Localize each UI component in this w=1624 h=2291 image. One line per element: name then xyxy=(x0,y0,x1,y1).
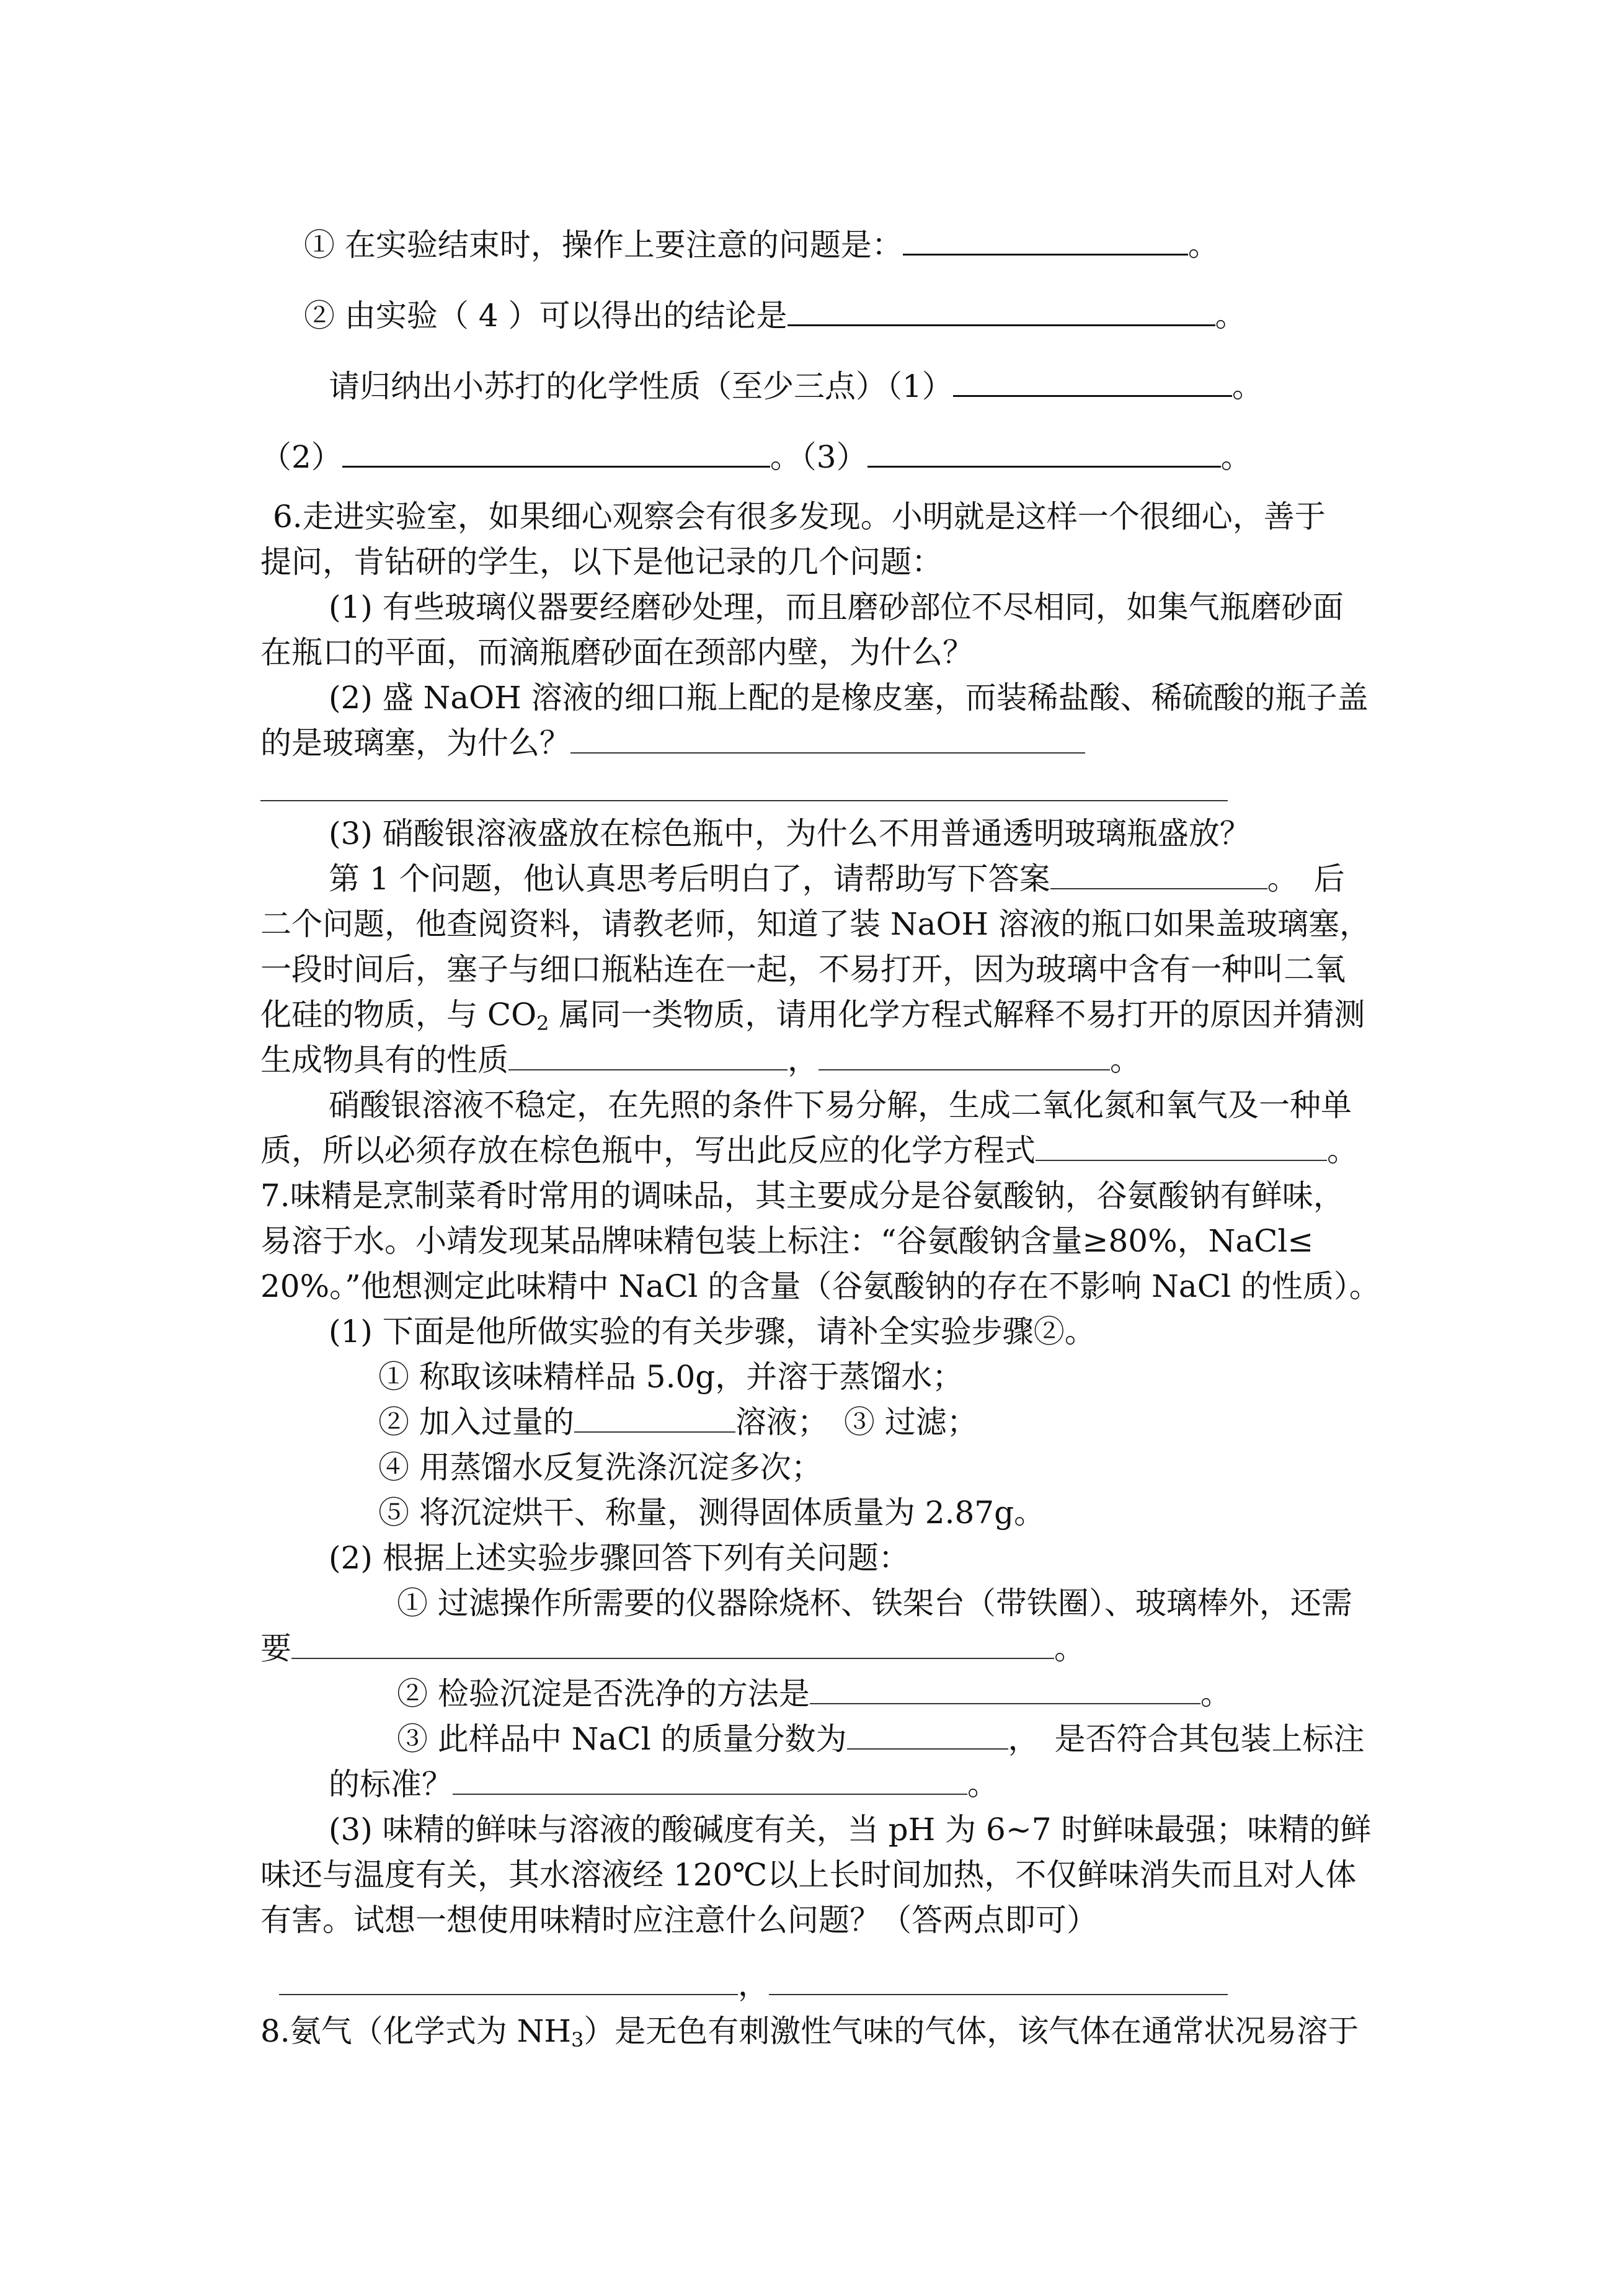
q7-part2-q1-line2: 要 。 xyxy=(260,1630,1085,1666)
q7-part3-line2: 味还与温度有关，其水溶液经 120℃以上长时间加热，不仅鲜味消失而且对人体 xyxy=(260,1857,1357,1893)
q5-sub2: ② 由实验（ 4 ）可以得出的结论是 。 xyxy=(304,298,1246,334)
answer-blank[interactable] xyxy=(570,725,1085,754)
q6-answer3-line1: 硝酸银溶液不稳定，在先照的条件下易分解，生成二氧化氮和氧气及一种单 xyxy=(329,1087,1352,1123)
q8-intro: 8.氨气（化学式为 $NH_3$）是无色有刺激性气味的气体，该气体在通常状况易溶于 xyxy=(260,2013,1359,2052)
answer-blank[interactable] xyxy=(279,1967,738,1995)
answer-blank[interactable] xyxy=(810,1676,1200,1704)
q6-answer2-line4: 生成物具有的性质 ， 。 xyxy=(260,1042,1141,1078)
answer-blank[interactable] xyxy=(291,1630,1054,1659)
q7-step5: ⑤ 将沉淀烘干、称量，测得固体质量为 2.87g。 xyxy=(378,1495,1045,1531)
q7-part2-q2: ② 检验沉淀是否洗净的方法是 。 xyxy=(397,1676,1231,1712)
q6-intro-line1: 6.走进实验室，如果细心观察会有很多发现。小明就是这样一个很细心，善于 xyxy=(273,499,1326,535)
q7-part3-line1: (3) 味精的鲜味与溶液的酸碱度有关，当 pH 为 6~7 时鲜味最强；味精的鲜 xyxy=(329,1812,1372,1848)
q7-step1: ① 称取该味精样品 5.0g，并溶于蒸馏水； xyxy=(378,1359,964,1395)
q7-part2-q3-line2: 的标准？ 。 xyxy=(329,1766,998,1802)
answer-blank[interactable] xyxy=(847,1721,1008,1750)
q5-parts: （2） 。（3） 。 xyxy=(260,439,1252,475)
q7-part2-q3-line1: ③ 此样品中 NaCl 的质量分数为 ， 是否符合其包装上标注 xyxy=(397,1721,1365,1757)
answer-blank[interactable] xyxy=(1050,861,1267,889)
answer-line[interactable] xyxy=(260,800,1228,801)
q7-step2: ② 加入过量的 溶液； ③ 过滤； xyxy=(378,1404,978,1440)
q5-summary: 请归纳出小苏打的化学性质（至少三点）（1） 。 xyxy=(329,368,1263,404)
q5-sub1-text: ① 在实验结束时，操作上要注意的问题是： xyxy=(304,227,903,263)
q7-intro-line2: 易溶于水。小靖发现某品牌味精包装上标注：“谷氨酸钠含量≥80%，NaCl≤ xyxy=(260,1223,1314,1259)
answer-blank[interactable] xyxy=(769,1967,1228,1995)
q6-question2-line1: (2) 盛 NaOH 溶液的细口瓶上配的是橡皮塞，而装稀盐酸、稀硫酸的瓶子盖 xyxy=(329,680,1369,716)
q7-part2-q1-line1: ① 过滤操作所需要的仪器除烧杯、铁架台（带铁圈）、玻璃棒外，还需 xyxy=(397,1585,1352,1621)
q7-step4: ④ 用蒸馏水反复洗涤沉淀多次； xyxy=(378,1449,822,1485)
q7-part3-line3: 有害。试想一想使用味精时应注意什么问题？（答两点即可） xyxy=(260,1902,1098,1938)
q6-answer3-line2: 质，所以必须存放在棕色瓶中，写出此反应的化学方程式 。 xyxy=(260,1132,1358,1168)
q5-sub2-text: ② 由实验（ 4 ）可以得出的结论是 xyxy=(304,298,788,334)
q6-question2-line2: 的是玻璃塞，为什么？ xyxy=(260,723,1085,763)
q6-question1-line1: (1) 有些玻璃仪器要经磨砂处理，而且磨砂部位不尽相同，如集气瓶磨砂面 xyxy=(329,589,1344,625)
answer-blank[interactable] xyxy=(819,1042,1110,1070)
answer-blank[interactable] xyxy=(903,226,1188,256)
q7-part3-answers: ， xyxy=(279,1964,1228,2005)
q6-question1-line2: 在瓶口的平面，而滴瓶磨砂面在颈部内壁，为什么？ xyxy=(260,634,974,670)
q6-answer2-line1: 二个问题，他查阅资料，请教老师，知道了装 NaOH 溶液的瓶口如果盖玻璃塞， xyxy=(260,906,1370,942)
q6-question3: (3) 硝酸银溶液盛放在棕色瓶中，为什么不用普通透明玻璃瓶盛放？ xyxy=(329,816,1251,852)
q6-answer1: 第 1 个问题，他认真思考后明白了，请帮助写下答案 。 后 xyxy=(329,861,1345,897)
answer-blank[interactable] xyxy=(453,1766,967,1795)
q7-intro-line1: 7.味精是烹制菜肴时常用的调味品，其主要成分是谷氨酸钠，谷氨酸钠有鲜味， xyxy=(260,1178,1344,1214)
q6-intro-line2: 提问，肯钻研的学生，以下是他记录的几个问题： xyxy=(260,544,943,580)
answer-blank[interactable] xyxy=(1036,1132,1327,1161)
q6-answer2-line2: 一段时间后，塞子与细口瓶粘连在一起，不易打开，因为玻璃中含有一种叫二氧 xyxy=(260,951,1346,987)
answer-blank[interactable] xyxy=(574,1404,735,1433)
answer-blank[interactable] xyxy=(953,368,1232,397)
answer-blank[interactable] xyxy=(867,438,1221,468)
q6-answer2-line3: 化硅的物质，与 $CO_2$ 属同一类物质，请用化学方程式解释不易打开的原因并猜测 xyxy=(260,997,1365,1035)
q7-intro-line3: 20%。”他想测定此味精中 NaCl 的含量（谷氨酸钠的存在不影响 NaCl 的性质）。 xyxy=(260,1268,1380,1304)
answer-blank[interactable] xyxy=(342,438,770,468)
answer-blank[interactable] xyxy=(788,297,1215,326)
q7-part1-heading: (1) 下面是他所做实验的有关步骤，请补全实验步骤②。 xyxy=(329,1314,1096,1350)
answer-blank[interactable] xyxy=(508,1042,788,1070)
q7-part2-heading: (2) 根据上述实验步骤回答下列有关问题： xyxy=(329,1540,910,1576)
q5-summary-text: 请归纳出小苏打的化学性质（至少三点）（1） xyxy=(329,368,953,404)
q5-sub1: ① 在实验结束时，操作上要注意的问题是： 。 xyxy=(304,227,1219,263)
